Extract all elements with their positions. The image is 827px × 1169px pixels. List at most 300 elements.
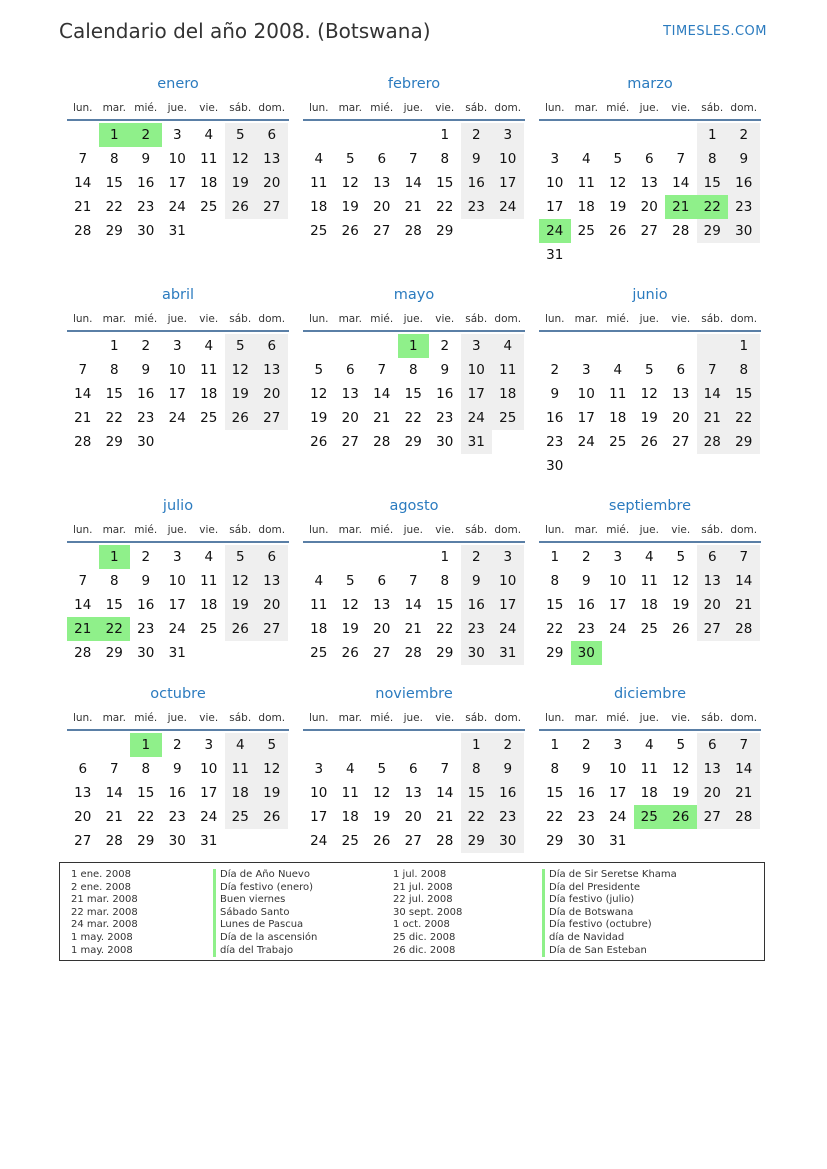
day-cell: 2 — [581, 737, 591, 753]
empty-day — [256, 219, 288, 243]
week-row — [303, 829, 525, 853]
day-cell: 7 — [78, 151, 88, 167]
weekday-label: sáb. — [465, 102, 488, 114]
day-cell: 20 — [404, 809, 422, 825]
day-cell: 27 — [341, 434, 359, 450]
empty-day — [634, 243, 666, 267]
day-cell: 16 — [137, 386, 155, 402]
holiday-day: 1 — [130, 733, 162, 757]
empty-day — [571, 123, 603, 147]
day-cell: 1 — [461, 733, 493, 757]
day-cell: 10 — [609, 573, 627, 589]
day-cell: 4 — [613, 362, 623, 378]
week-row — [303, 219, 525, 243]
legend-entry: 30 sept. 2008 — [393, 906, 463, 918]
legend-entry: 1 may. 2008 — [71, 944, 133, 956]
day-cell: 7 — [78, 362, 88, 378]
day-cell: 8 — [109, 151, 119, 167]
day-cell: 6 — [644, 151, 654, 167]
month-name: octubre — [150, 686, 206, 702]
weekday-label: mié. — [606, 524, 630, 536]
weekday-label: lun. — [544, 102, 565, 114]
day-cell: 9 — [141, 362, 151, 378]
day-cell: 13 — [373, 597, 391, 613]
day-cell: 31 — [200, 833, 218, 849]
day-cell: 26 — [341, 645, 359, 661]
weekday-label: mar. — [574, 524, 598, 536]
empty-day — [429, 733, 461, 757]
day-cell: 21 — [74, 199, 92, 215]
day-cell: 14 — [728, 569, 760, 593]
weekday-label: vie. — [435, 102, 455, 114]
month-junio — [539, 282, 761, 478]
day-cell: 5 — [225, 123, 257, 147]
weekday-label: sáb. — [229, 313, 252, 325]
month-name: junio — [632, 287, 668, 303]
month-name: abril — [161, 287, 195, 303]
month-name: febrero — [387, 76, 441, 92]
month-name: enero — [157, 76, 199, 92]
day-cell: 3 — [492, 545, 524, 569]
day-cell: 24 — [577, 434, 595, 450]
legend-entry: Día festivo (octubre) — [542, 919, 677, 932]
day-cell: 22 — [105, 410, 123, 426]
month-febrero — [303, 71, 525, 243]
weekday-label: mar. — [102, 313, 126, 325]
day-cell: 8 — [440, 573, 450, 589]
day-cell: 14 — [672, 175, 690, 191]
day-cell: 30 — [436, 434, 454, 450]
day-cell: 27 — [697, 617, 729, 641]
day-cell: 26 — [672, 621, 690, 637]
day-cell: 23 — [168, 809, 186, 825]
day-cell: 4 — [204, 127, 214, 143]
day-cell: 17 — [200, 785, 218, 801]
empty-day — [335, 123, 367, 147]
day-cell: 24 — [609, 809, 627, 825]
week-row — [539, 545, 761, 569]
day-cell: 26 — [225, 195, 257, 219]
day-cell: 9 — [461, 147, 493, 171]
day-cell: 22 — [436, 199, 454, 215]
day-cell: 7 — [697, 358, 729, 382]
weekday-label: dom. — [494, 524, 522, 536]
day-cell: 22 — [546, 621, 564, 637]
day-cell: 19 — [225, 171, 257, 195]
day-cell: 6 — [408, 761, 418, 777]
weekday-label: dom. — [494, 102, 522, 114]
day-cell: 2 — [492, 733, 524, 757]
day-cell: 6 — [345, 362, 355, 378]
weekday-header — [539, 97, 761, 121]
week-row — [303, 195, 525, 219]
week-row — [303, 641, 525, 665]
legend-entry: Día de Sir Seretse Khama — [542, 869, 677, 882]
week-row — [539, 195, 761, 219]
day-cell: 22 — [461, 805, 493, 829]
day-cell: 4 — [345, 761, 355, 777]
empty-day — [602, 454, 634, 478]
weekday-label: mar. — [102, 524, 126, 536]
day-cell: 24 — [168, 199, 186, 215]
day-cell: 30 — [137, 645, 155, 661]
day-cell: 14 — [373, 386, 391, 402]
week-row — [67, 829, 289, 853]
day-cell: 15 — [697, 171, 729, 195]
day-cell: 13 — [640, 175, 658, 191]
day-cell: 19 — [609, 199, 627, 215]
day-cell: 2 — [141, 549, 151, 565]
empty-day — [602, 641, 634, 665]
weekday-label: jue. — [639, 102, 659, 114]
day-cell: 8 — [461, 757, 493, 781]
day-cell: 9 — [141, 151, 151, 167]
weekday-label: jue. — [403, 102, 423, 114]
empty-day — [634, 641, 666, 665]
month-marzo — [539, 71, 761, 267]
day-cell: 27 — [672, 434, 690, 450]
day-cell: 20 — [256, 171, 288, 195]
weekday-label: mié. — [134, 102, 158, 114]
weekday-header — [539, 308, 761, 332]
weekday-label: sáb. — [701, 712, 724, 724]
day-cell: 1 — [728, 334, 760, 358]
empty-day — [67, 334, 99, 358]
week-row — [303, 569, 525, 593]
day-cell: 10 — [577, 386, 595, 402]
day-cell: 5 — [676, 549, 686, 565]
day-cell: 6 — [78, 761, 88, 777]
day-cell: 15 — [105, 597, 123, 613]
empty-day — [665, 641, 697, 665]
empty-day — [697, 334, 729, 358]
weekday-label: vie. — [435, 712, 455, 724]
week-row — [67, 171, 289, 195]
day-cell: 5 — [225, 545, 257, 569]
day-cell: 12 — [225, 358, 257, 382]
weekday-label: jue. — [639, 524, 659, 536]
day-cell: 4 — [644, 549, 654, 565]
day-cell: 23 — [137, 410, 155, 426]
day-cell: 7 — [109, 761, 119, 777]
week-row — [67, 219, 289, 243]
holiday-day: 21 — [665, 195, 697, 219]
day-cell: 25 — [225, 805, 257, 829]
day-cell: 17 — [310, 809, 328, 825]
day-cell: 11 — [200, 151, 218, 167]
day-cell: 3 — [314, 761, 324, 777]
day-cell: 18 — [640, 597, 658, 613]
day-cell: 29 — [137, 833, 155, 849]
weekday-label: mié. — [606, 102, 630, 114]
weekday-label: mar. — [574, 712, 598, 724]
day-cell: 4 — [225, 733, 257, 757]
month-agosto — [303, 493, 525, 665]
day-cell: 16 — [728, 171, 760, 195]
weekday-label: vie. — [199, 102, 219, 114]
day-cell: 21 — [728, 593, 760, 617]
weekday-label: mar. — [574, 102, 598, 114]
week-row — [67, 757, 289, 781]
week-row — [539, 243, 761, 267]
day-cell: 6 — [256, 545, 288, 569]
legend-entry: 24 mar. 2008 — [71, 919, 138, 931]
weekday-label: vie. — [671, 524, 691, 536]
empty-day — [665, 334, 697, 358]
day-cell: 2 — [581, 549, 591, 565]
empty-day — [303, 123, 335, 147]
day-cell: 26 — [609, 223, 627, 239]
day-cell: 15 — [436, 597, 454, 613]
day-cell: 19 — [225, 593, 257, 617]
weekday-label: sáb. — [701, 102, 724, 114]
day-cell: 28 — [105, 833, 123, 849]
day-cell: 4 — [314, 573, 324, 589]
day-cell: 21 — [373, 410, 391, 426]
empty-day — [461, 219, 493, 243]
day-cell: 9 — [728, 147, 760, 171]
day-cell: 13 — [256, 358, 288, 382]
day-cell: 16 — [492, 781, 524, 805]
day-cell: 25 — [492, 406, 524, 430]
day-cell: 20 — [697, 593, 729, 617]
day-cell: 29 — [105, 223, 123, 239]
day-cell: 30 — [168, 833, 186, 849]
day-cell: 12 — [225, 569, 257, 593]
day-cell: 16 — [436, 386, 454, 402]
empty-day — [67, 545, 99, 569]
weekday-header — [67, 308, 289, 332]
day-cell: 23 — [577, 621, 595, 637]
day-cell: 13 — [404, 785, 422, 801]
day-cell: 26 — [225, 617, 257, 641]
day-cell: 10 — [492, 569, 524, 593]
empty-day — [539, 334, 571, 358]
week-row — [67, 358, 289, 382]
day-cell: 6 — [256, 123, 288, 147]
holiday-day: 26 — [665, 805, 697, 829]
day-cell: 22 — [728, 406, 760, 430]
day-cell: 7 — [408, 151, 418, 167]
empty-day — [697, 641, 729, 665]
day-cell: 8 — [550, 573, 560, 589]
holiday-day: 24 — [539, 219, 571, 243]
week-row — [67, 406, 289, 430]
week-row — [67, 123, 289, 147]
week-row — [303, 147, 525, 171]
week-row — [539, 593, 761, 617]
week-row — [539, 805, 761, 829]
legend-entry: 2 ene. 2008 — [71, 881, 131, 893]
month-noviembre — [303, 681, 525, 853]
day-cell: 23 — [577, 809, 595, 825]
weekday-label: mar. — [338, 524, 362, 536]
day-cell: 14 — [404, 597, 422, 613]
day-cell: 10 — [609, 761, 627, 777]
weekday-label: lun. — [544, 712, 565, 724]
day-cell: 29 — [404, 434, 422, 450]
day-cell: 27 — [256, 195, 288, 219]
day-cell: 1 — [550, 737, 560, 753]
day-cell: 5 — [225, 334, 257, 358]
day-cell: 9 — [581, 573, 591, 589]
day-cell: 12 — [256, 757, 288, 781]
day-cell: 18 — [200, 386, 218, 402]
empty-day — [602, 334, 634, 358]
holiday-day: 22 — [99, 617, 131, 641]
week-row — [303, 406, 525, 430]
day-cell: 23 — [492, 805, 524, 829]
weekday-label: mié. — [134, 712, 158, 724]
day-cell: 17 — [609, 785, 627, 801]
day-cell: 20 — [74, 809, 92, 825]
empty-day — [571, 243, 603, 267]
weekday-label: mié. — [134, 524, 158, 536]
day-cell: 29 — [105, 434, 123, 450]
weekday-label: lun. — [72, 313, 93, 325]
week-row — [303, 171, 525, 195]
day-cell: 30 — [137, 434, 155, 450]
day-cell: 12 — [341, 597, 359, 613]
weekday-label: sáb. — [229, 102, 252, 114]
week-row — [539, 358, 761, 382]
weekday-label: vie. — [671, 712, 691, 724]
empty-day — [366, 545, 398, 569]
day-cell: 11 — [577, 175, 595, 191]
day-cell: 30 — [461, 641, 493, 665]
legend-entry: 21 jul. 2008 — [393, 881, 453, 893]
day-cell: 17 — [461, 382, 493, 406]
holiday-day: 21 — [67, 617, 99, 641]
day-cell: 31 — [168, 223, 186, 239]
day-cell: 22 — [404, 410, 422, 426]
weekday-label: sáb. — [701, 313, 724, 325]
weekday-label: mar. — [338, 313, 362, 325]
day-cell: 28 — [728, 805, 760, 829]
day-cell: 21 — [404, 621, 422, 637]
day-cell: 12 — [672, 573, 690, 589]
weekday-label: mié. — [606, 313, 630, 325]
weekday-label: jue. — [639, 313, 659, 325]
day-cell: 13 — [373, 175, 391, 191]
weekday-label: sáb. — [465, 712, 488, 724]
day-cell: 4 — [644, 737, 654, 753]
weekday-label: dom. — [258, 712, 286, 724]
weekday-label: vie. — [199, 712, 219, 724]
day-cell: 21 — [697, 406, 729, 430]
empty-day — [162, 430, 194, 454]
day-cell: 21 — [74, 410, 92, 426]
empty-day — [335, 545, 367, 569]
holiday-day: 1 — [398, 334, 430, 358]
weekday-label: mié. — [370, 313, 394, 325]
weekday-label: mar. — [338, 102, 362, 114]
empty-day — [665, 454, 697, 478]
day-cell: 2 — [141, 338, 151, 354]
week-row — [67, 641, 289, 665]
day-cell: 11 — [341, 785, 359, 801]
day-cell: 28 — [697, 430, 729, 454]
week-row — [539, 219, 761, 243]
week-row — [67, 334, 289, 358]
day-cell: 4 — [204, 549, 214, 565]
day-cell: 18 — [200, 597, 218, 613]
day-cell: 2 — [440, 338, 450, 354]
day-cell: 14 — [728, 757, 760, 781]
month-diciembre — [539, 681, 761, 853]
day-cell: 6 — [697, 545, 729, 569]
weekday-label: sáb. — [465, 524, 488, 536]
day-cell: 12 — [672, 761, 690, 777]
empty-day — [225, 430, 257, 454]
legend-entry: Lunes de Pascua — [213, 919, 317, 932]
empty-day — [634, 123, 666, 147]
day-cell: 15 — [137, 785, 155, 801]
day-cell: 27 — [256, 406, 288, 430]
day-cell: 11 — [200, 573, 218, 589]
week-row — [539, 569, 761, 593]
day-cell: 21 — [105, 809, 123, 825]
day-cell: 3 — [172, 549, 182, 565]
empty-day — [665, 829, 697, 853]
weekday-label: dom. — [730, 524, 758, 536]
day-cell: 27 — [373, 223, 391, 239]
day-cell: 9 — [440, 362, 450, 378]
day-cell: 24 — [200, 809, 218, 825]
weekday-label: sáb. — [701, 524, 724, 536]
day-cell: 22 — [105, 199, 123, 215]
week-row — [539, 617, 761, 641]
day-cell: 20 — [373, 199, 391, 215]
weekday-label: vie. — [435, 524, 455, 536]
site-logo-link[interactable]: TIMESLES.COM — [663, 24, 767, 39]
day-cell: 24 — [461, 406, 493, 430]
day-cell: 16 — [577, 597, 595, 613]
day-cell: 24 — [168, 410, 186, 426]
day-cell: 11 — [640, 573, 658, 589]
legend-entry: Día festivo (enero) — [213, 882, 317, 895]
week-row — [539, 454, 761, 478]
day-cell: 19 — [672, 785, 690, 801]
month-name: marzo — [627, 76, 673, 92]
day-cell: 30 — [577, 833, 595, 849]
day-cell: 25 — [310, 645, 328, 661]
day-cell: 6 — [697, 733, 729, 757]
weekday-label: lun. — [544, 313, 565, 325]
legend-entry: día del Trabajo — [213, 945, 317, 958]
day-cell: 17 — [492, 171, 524, 195]
weekday-label: sáb. — [465, 313, 488, 325]
day-cell: 29 — [436, 645, 454, 661]
empty-day — [492, 430, 524, 454]
weekday-label: lun. — [544, 524, 565, 536]
day-cell: 7 — [728, 545, 760, 569]
day-cell: 8 — [697, 147, 729, 171]
day-cell: 10 — [200, 761, 218, 777]
week-row — [539, 430, 761, 454]
day-cell: 5 — [345, 573, 355, 589]
empty-day — [665, 123, 697, 147]
day-cell: 29 — [546, 645, 564, 661]
week-row — [539, 147, 761, 171]
day-cell: 5 — [613, 151, 623, 167]
day-cell: 24 — [168, 621, 186, 637]
day-cell: 6 — [377, 573, 387, 589]
day-cell: 8 — [550, 761, 560, 777]
day-cell: 18 — [640, 785, 658, 801]
empty-day — [366, 334, 398, 358]
empty-day — [67, 123, 99, 147]
